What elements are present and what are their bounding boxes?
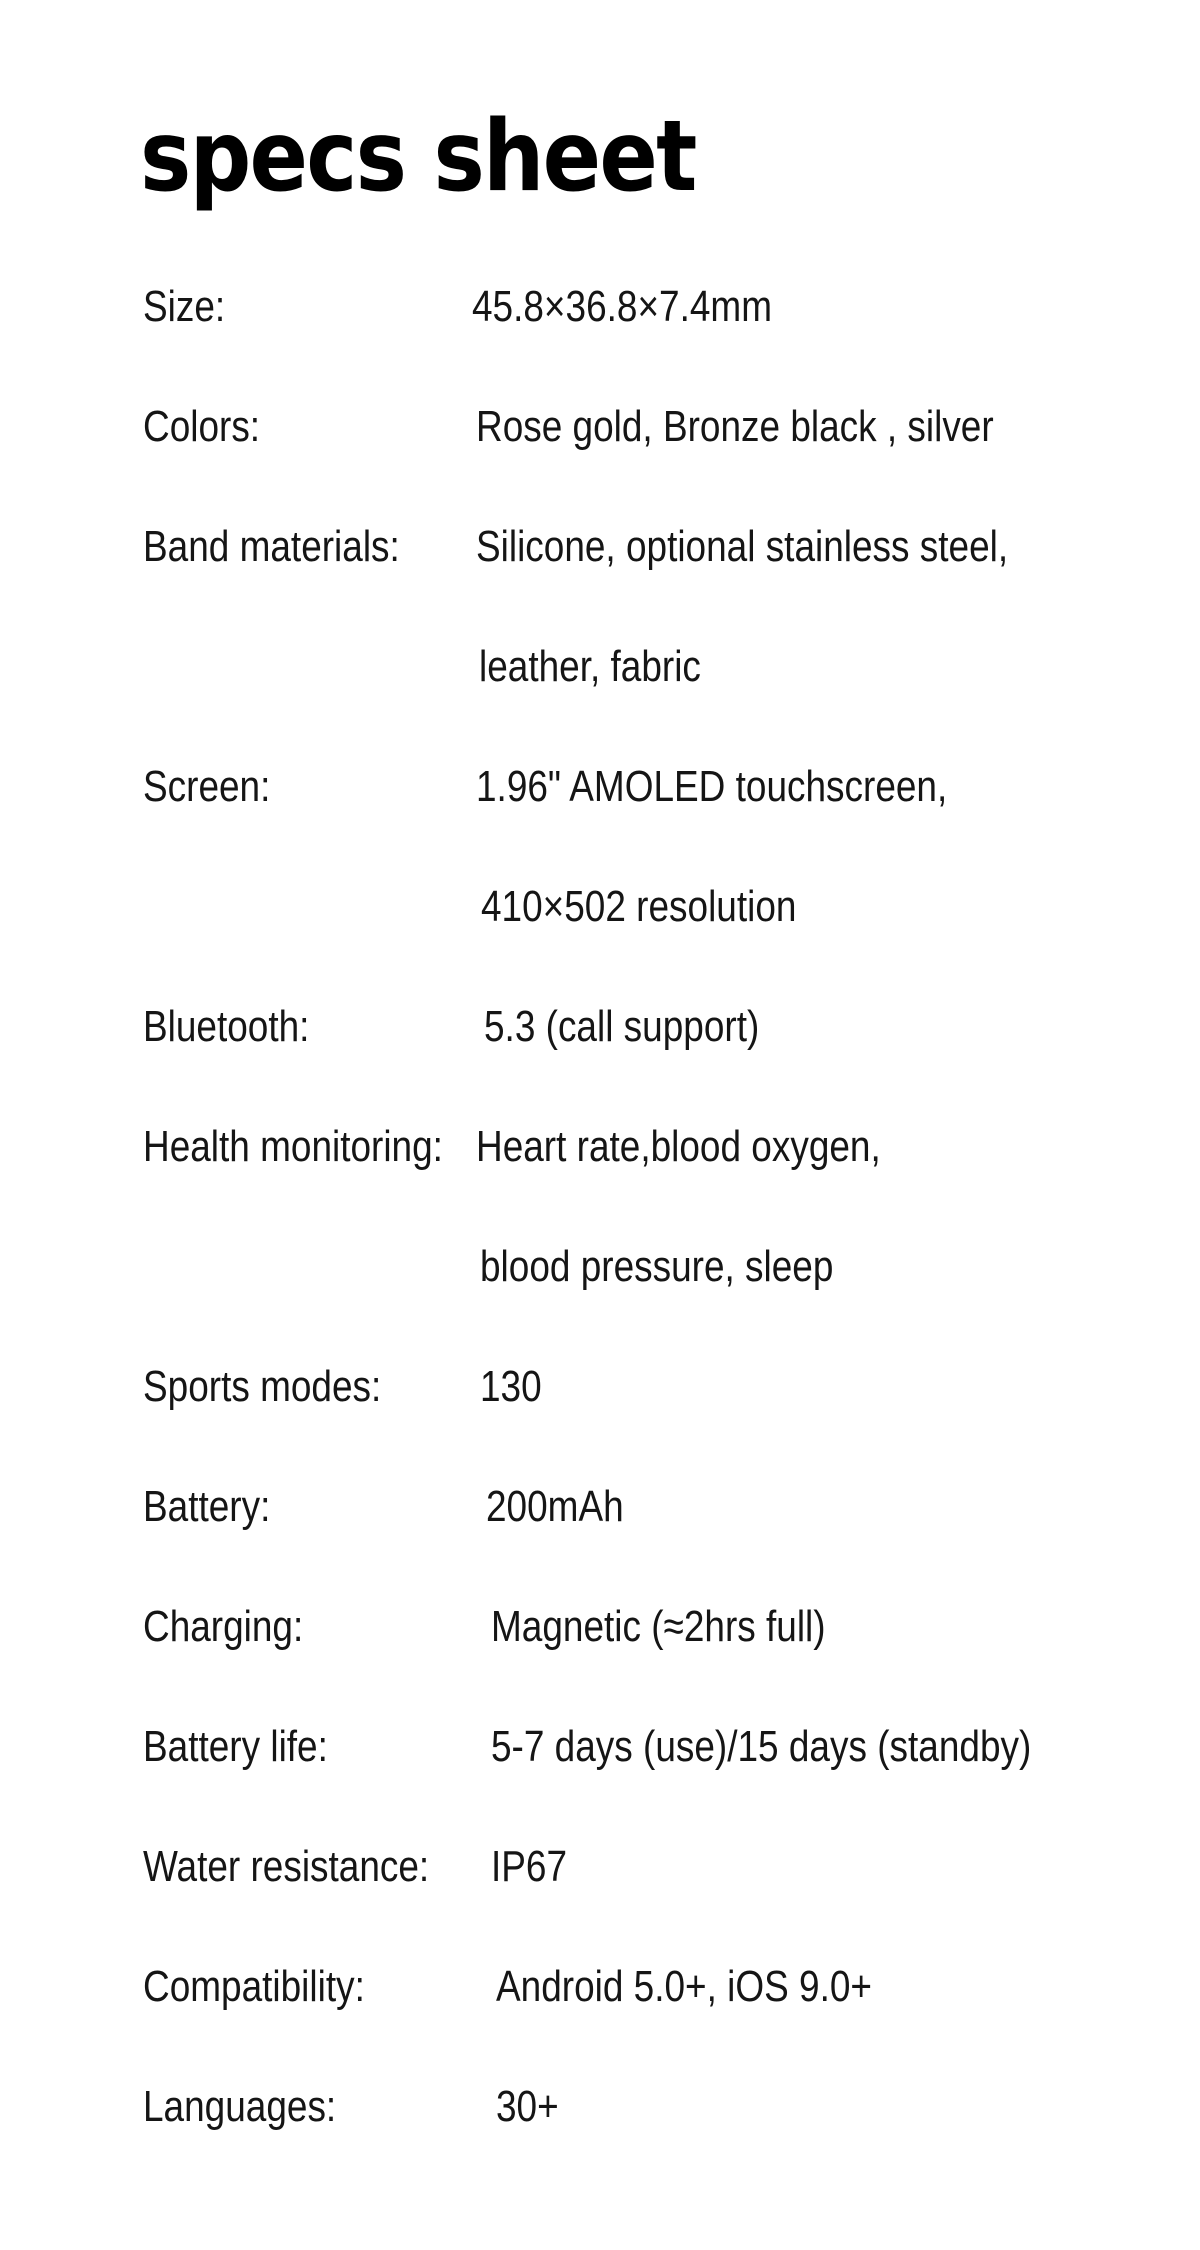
spec-row-screen — [0, 757, 1200, 817]
spec-label-water-resistance: Water resistance: — [143, 1842, 430, 1891]
spec-value-screen-line2: 410×502 resolution — [481, 882, 797, 931]
spec-value-health-monitoring-line2: blood pressure, sleep — [480, 1242, 834, 1291]
page-title: specs sheet — [140, 100, 696, 214]
spec-label-colors: Colors: — [143, 402, 261, 451]
spec-row-compatibility — [0, 1957, 1200, 2017]
spec-label-band-materials: Band materials: — [143, 522, 400, 571]
spec-value-sports-modes: 130 — [480, 1362, 542, 1411]
spec-row-band-materials — [0, 517, 1200, 577]
spec-label-battery-life: Battery life: — [143, 1722, 328, 1771]
spec-label-charging: Charging: — [143, 1602, 304, 1651]
spec-value-band-materials: Silicone, optional stainless steel, — [476, 522, 1009, 571]
spec-row-sports-modes — [0, 1357, 1200, 1417]
spec-value-languages: 30+ — [496, 2082, 559, 2131]
spec-value-compatibility: Android 5.0+, iOS 9.0+ — [496, 1962, 873, 2011]
spec-label-screen: Screen: — [143, 762, 271, 811]
spec-row-screen-cont — [0, 877, 1200, 937]
spec-row-charging — [0, 1597, 1200, 1657]
spec-label-battery: Battery: — [143, 1482, 271, 1531]
spec-value-battery-life: 5-7 days (use)/15 days (standby) — [491, 1722, 1032, 1771]
spec-label-compatibility: Compatibility: — [143, 1962, 365, 2011]
spec-label-languages: Languages: — [143, 2082, 337, 2131]
spec-row-water-resistance — [0, 1837, 1200, 1897]
spec-value-band-materials-line2: leather, fabric — [479, 642, 701, 691]
spec-label-sports-modes: Sports modes: — [143, 1362, 382, 1411]
spec-label-size: Size: — [143, 282, 226, 331]
spec-label-health-monitoring: Health monitoring: — [143, 1122, 443, 1171]
spec-value-charging: Magnetic (≈2hrs full) — [491, 1602, 826, 1651]
spec-row-colors — [0, 397, 1200, 457]
spec-row-band-materials-cont — [0, 637, 1200, 697]
spec-value-bluetooth: 5.3 (call support) — [484, 1002, 760, 1051]
spec-value-colors: Rose gold, Bronze black , silver — [476, 402, 994, 451]
spec-row-size — [0, 277, 1200, 337]
spec-label-bluetooth: Bluetooth: — [143, 1002, 310, 1051]
spec-row-battery — [0, 1477, 1200, 1537]
spec-row-languages — [0, 2077, 1200, 2137]
spec-value-health-monitoring: Heart rate,blood oxygen, — [476, 1122, 881, 1171]
spec-row-battery-life — [0, 1717, 1200, 1777]
spec-row-health-monitoring-cont — [0, 1237, 1200, 1297]
spec-value-water-resistance: IP67 — [491, 1842, 568, 1891]
spec-value-size: 45.8×36.8×7.4mm — [472, 282, 772, 331]
spec-row-health-monitoring — [0, 1117, 1200, 1177]
spec-value-screen: 1.96" AMOLED touchscreen, — [476, 762, 948, 811]
spec-value-battery: 200mAh — [486, 1482, 624, 1531]
spec-row-bluetooth — [0, 997, 1200, 1057]
